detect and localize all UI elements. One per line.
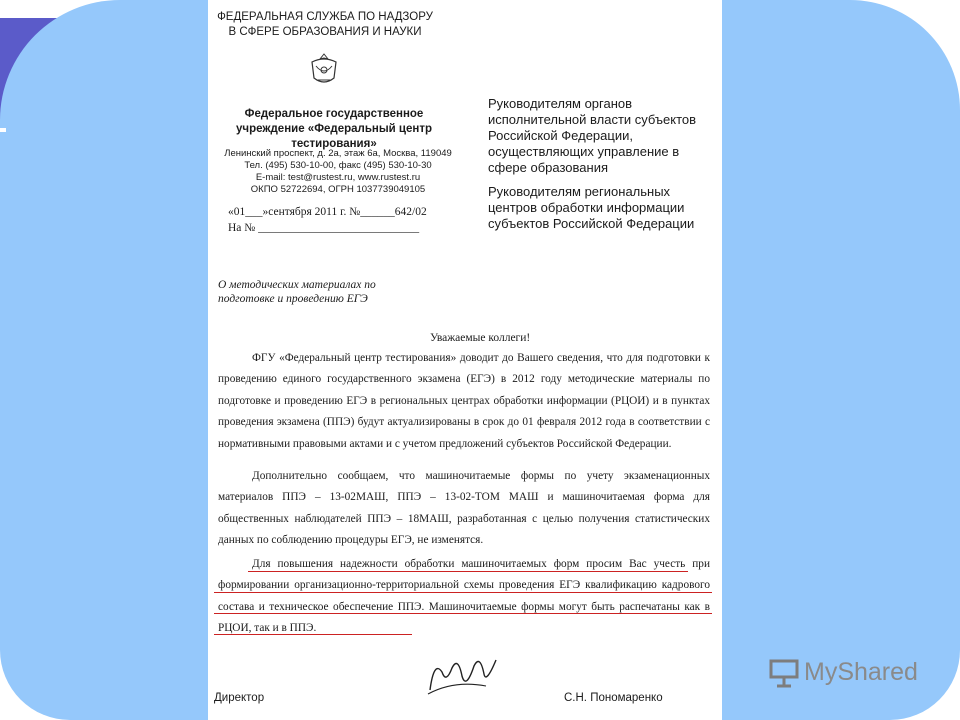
logo-text: MyShared <box>804 658 918 686</box>
paragraph: ФГУ «Федеральный центр тестирования» доводит до Вашего сведения, что для подготовки к проведению единого государственного экзамена (ЕГЭ) в 2012 году методические материалы по подготовке и проведению ЕГЭ в региональных центрах обработки информации (РЦОИ) и в пунктах проведения экзамена (ППЭ) будут актуализированы в срок до 01 февраля 2012 года в соответствии с нормативными правовыми актами и с учетом предложений субъектов Российской Федерации. <box>218 352 710 450</box>
myshared-logo <box>768 656 928 688</box>
recipient: Руководителям региональных центров обработки информации субъектов Российской Федерации <box>488 184 695 231</box>
phone-line: Тел. (495) 530-10-00, факс (495) 530-10-30 <box>244 160 432 171</box>
agency-name: ФЕДЕРАЛЬНАЯ СЛУЖБА ПО НАДЗОРУ В СФЕРЕ ОБРАЗОВАНИЯ И НАУКИ <box>217 11 433 38</box>
email-line: E-mail: test@rustest.ru, www.rustest.ru <box>255 172 421 183</box>
coat-of-arms-icon <box>304 50 344 90</box>
greeting: Уважаемые коллеги! <box>430 332 531 344</box>
organization-name: Федеральное государственное учреждение «Федеральный центр тестирования» <box>236 108 432 150</box>
signature <box>424 650 504 700</box>
red-underline <box>248 571 688 572</box>
recipient: Руководителям органов исполнительной власти субъектов Российской Федерации, осуществляющих управление в сфере образования <box>488 96 697 175</box>
director-title: Директор <box>214 692 265 704</box>
presentation-board-icon <box>768 658 800 688</box>
scanned-letter <box>208 0 722 720</box>
signer-name: С.Н. Пономаренко <box>564 692 663 704</box>
codes-line: ОКПО 52722694, ОГРН 1037739049105 <box>250 184 426 195</box>
address-line: Ленинский проспект, д. 2а, этаж 6а, Москва, 119049 <box>224 148 452 159</box>
paragraph: Для повышения надежности обработки машиночитаемых форм просим Вас учесть при формировании организационно-территориальной схемы проведения ЕГЭ квалификацию кадрового состава и техническое обеспечение ППЭ. Машиночитаемые формы могут быть распечатаны как в РЦОИ, так и в ППЭ. <box>218 558 710 635</box>
red-underline <box>214 634 412 635</box>
paragraph: Дополнительно сообщаем, что машиночитаемые формы по учету экзаменационных материалов ППЭ – 13-02МАШ, ППЭ – 13-02-ТОМ МАШ и машиночитаемая форма для общественных наблюдателей ППЭ – 18МАШ, разработанная с целью получения статистических данных по соблюдению процедуры ЕГЭ, не изменятся. <box>218 470 710 547</box>
letter-subject: О методических материалах по подготовке и проведению ЕГЭ <box>218 279 376 305</box>
reference-line: На № ____________________________ <box>228 222 420 234</box>
date-number-line: «01___»сентября 2011 г. №______642/02 <box>228 206 427 218</box>
red-underline <box>214 592 712 593</box>
recipients-block <box>488 96 720 240</box>
frame-notch <box>0 128 6 132</box>
letterhead-address <box>218 148 458 196</box>
red-underline <box>214 613 712 614</box>
